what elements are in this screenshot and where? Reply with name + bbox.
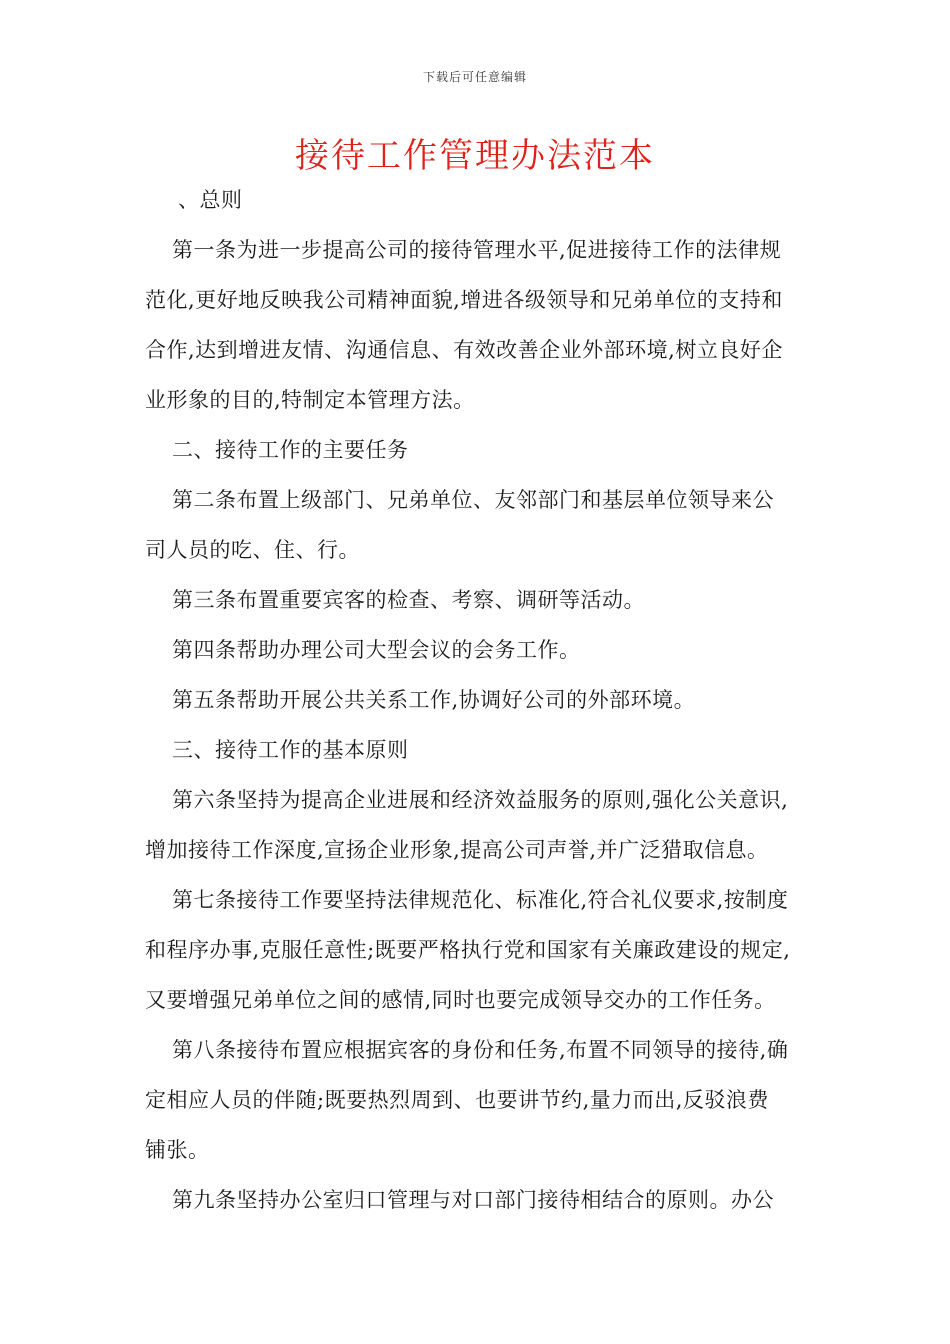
paragraph-line: 铺张。	[145, 1138, 210, 1162]
section-heading-principles: 三、接待工作的基本原则	[172, 738, 409, 762]
paragraph-line: 增加接待工作深度,宣扬企业形象,提高公司声誉,并广泛猎取信息。	[145, 838, 769, 862]
paragraph-line: 第七条接待工作要坚持法律规范化、标准化,符合礼仪要求,按制度	[172, 888, 789, 912]
paragraph-line: 第一条为进一步提高公司的接待管理水平,促进接待工作的法律规	[172, 238, 782, 262]
document-title: 接待工作管理办法范本	[295, 136, 655, 176]
paragraph-line: 和程序办事,克服任意性;既要严格执行党和国家有关廉政建设的规定,	[145, 938, 791, 962]
paragraph-line: 第四条帮助办理公司大型会议的会务工作。	[172, 638, 581, 662]
paragraph-line: 合作,达到增进友情、沟通信息、有效改善企业外部环境,树立良好企	[145, 338, 783, 362]
header-note: 下载后可任意编辑	[422, 70, 527, 84]
paragraph-line: 范化,更好地反映我公司精神面貌,增进各级领导和兄弟单位的支持和	[145, 288, 783, 312]
paragraph-line: 又要增强兄弟单位之间的感情,同时也要完成领导交办的工作任务。	[145, 988, 776, 1012]
paragraph-line: 司人员的吃、住、行。	[145, 538, 360, 562]
paragraph-line: 第六条坚持为提高企业进展和经济效益服务的原则,强化公关意识,	[172, 788, 789, 812]
paragraph-line: 定相应人员的伴随;既要热烈周到、也要讲节约,量力而出,反驳浪费	[145, 1088, 769, 1112]
paragraph-line: 业形象的目的,特制定本管理方法。	[145, 388, 475, 412]
section-heading-general: 、总则	[178, 188, 243, 212]
paragraph-line: 第九条坚持办公室归口管理与对口部门接待相结合的原则。办公	[172, 1188, 774, 1212]
paragraph-line: 第二条布置上级部门、兄弟单位、友邻部门和基层单位领导来公	[172, 488, 774, 512]
section-heading-main-tasks: 二、接待工作的主要任务	[172, 438, 409, 462]
paragraph-line: 第五条帮助开展公共关系工作,协调好公司的外部环境。	[172, 688, 696, 712]
paragraph-line: 第三条布置重要宾客的检查、考察、调研等活动。	[172, 588, 645, 612]
paragraph-line: 第八条接待布置应根据宾客的身份和任务,布置不同领导的接待,确	[172, 1038, 789, 1062]
